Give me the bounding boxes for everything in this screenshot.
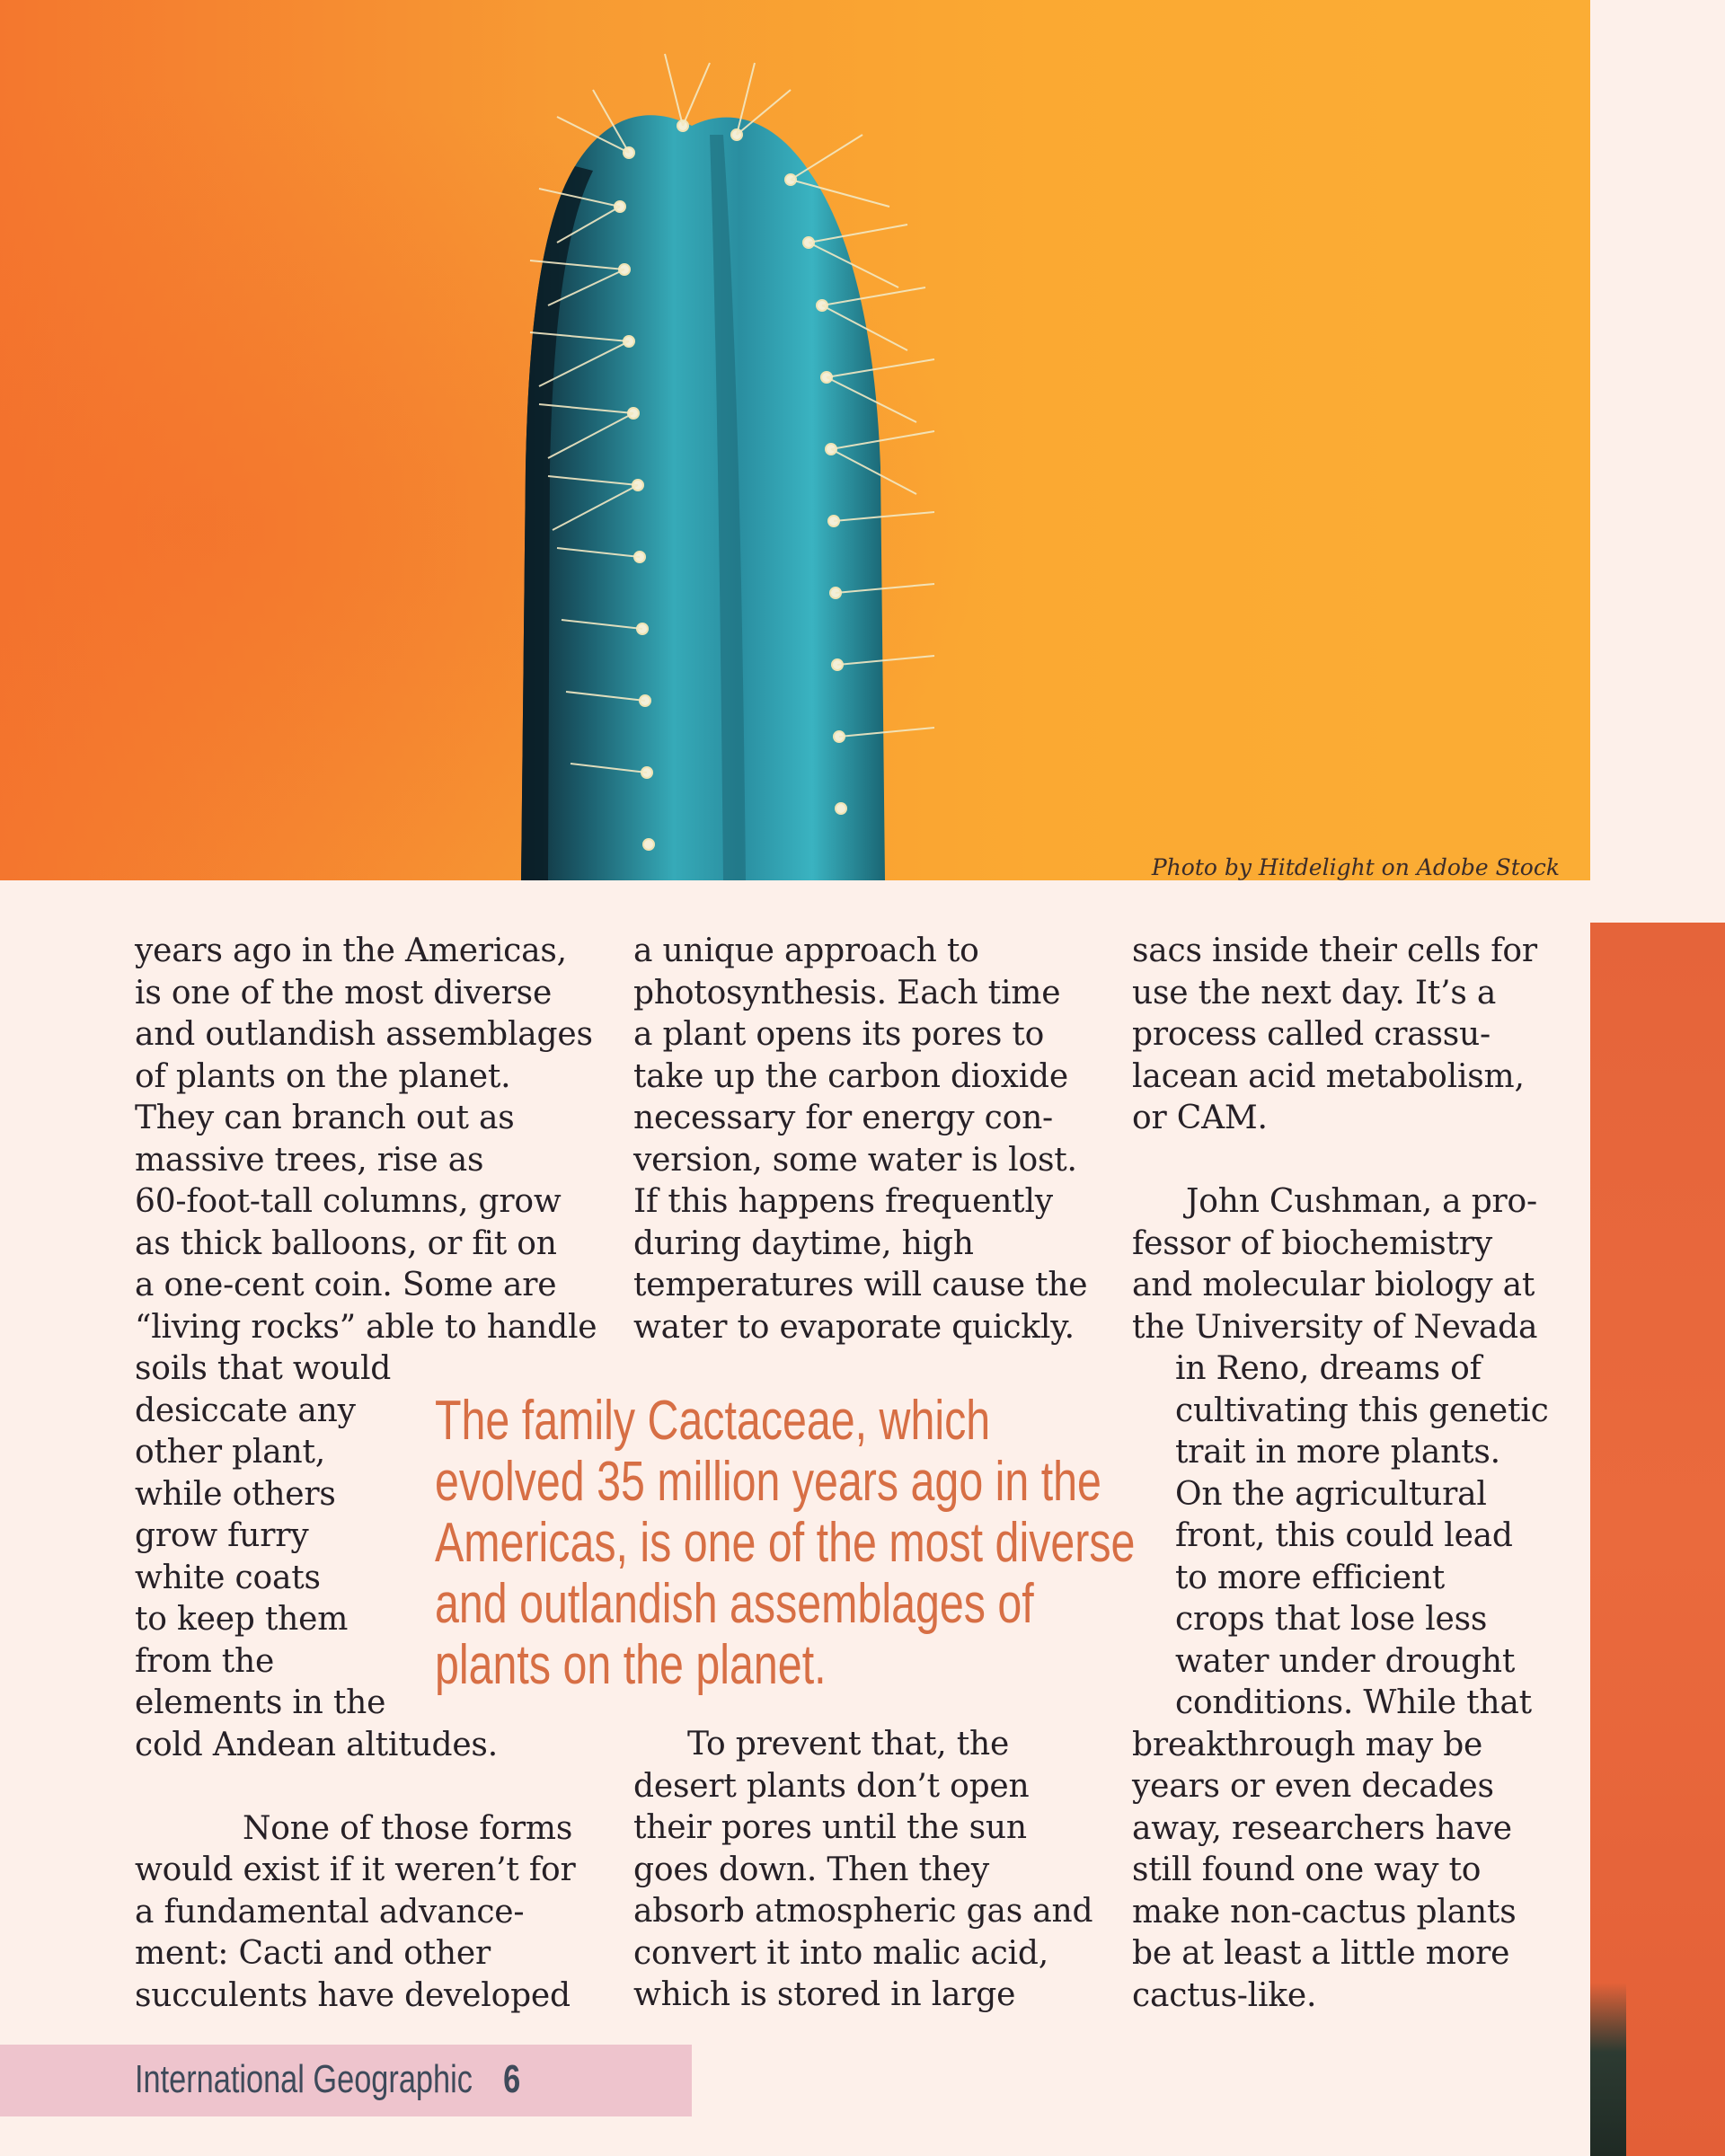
- pull-quote-line: The family Cactaceae, which: [435, 1390, 991, 1452]
- text-line: as thick balloons, or fit on: [135, 1224, 557, 1262]
- cactus-body: [521, 115, 885, 880]
- footer-text: [135, 2057, 520, 2102]
- text-line: still found one way to: [1132, 1851, 1482, 1888]
- text-line: temperatures will cause the: [633, 1267, 1088, 1303]
- text-line: take up the carbon dioxide: [633, 1057, 1068, 1095]
- text-line: to keep them: [135, 1601, 349, 1638]
- text-line: cactus-like.: [1132, 1976, 1317, 2014]
- text-line: elements in the: [135, 1684, 386, 1721]
- text-line: other plant,: [135, 1434, 326, 1471]
- text-line: the University of Nevada: [1132, 1308, 1538, 1346]
- text-line: and molecular biology at: [1132, 1267, 1535, 1303]
- pull-quote-line: and outlandish assemblages of: [435, 1573, 1034, 1635]
- text-line: “living rocks” able to handle: [135, 1308, 597, 1346]
- text-line: lacean acid metabolism,: [1132, 1057, 1525, 1095]
- side-photo-shadow: [1590, 1983, 1626, 2156]
- text-line: water under drought: [1175, 1642, 1516, 1680]
- text-line: succulents have developed: [135, 1976, 571, 2014]
- text-line: which is stored in large: [633, 1976, 1016, 2013]
- text-line: 60-foot-tall columns, grow: [135, 1183, 562, 1220]
- text-line: photosynthesis. Each time: [633, 974, 1061, 1012]
- text-line: breakthrough may be: [1132, 1726, 1483, 1763]
- text-line: grow furry: [135, 1517, 309, 1554]
- text-line: while others: [135, 1475, 336, 1513]
- col3-paragraph-1: [1132, 931, 1554, 1140]
- text-line: fessor of biochemistry: [1132, 1224, 1492, 1262]
- text-line: a plant opens its pores to: [633, 1016, 1045, 1053]
- text-line: their pores until the sun: [633, 1809, 1027, 1846]
- text-line: necessary for energy con-: [633, 1100, 1054, 1136]
- cactus-illustration: [0, 0, 1590, 880]
- text-line: goes down. Then they: [633, 1851, 989, 1888]
- text-line: version, some water is lost.: [633, 1141, 1077, 1179]
- text-line: sacs inside their cells for: [1132, 932, 1537, 969]
- text-line: trait in more plants.: [1175, 1434, 1500, 1471]
- pull-quote: [435, 1390, 1136, 1696]
- text-line: in Reno, dreams of: [1175, 1350, 1482, 1387]
- text-line: a fundamental advance-: [135, 1893, 525, 1931]
- text-line: water to evaporate quickly.: [633, 1308, 1075, 1346]
- text-line: John Cushman, a pro-: [1186, 1183, 1537, 1220]
- pull-quote-line: plants on the planet.: [435, 1634, 827, 1696]
- text-line: None of those forms: [243, 1809, 573, 1847]
- text-line: If this happens frequently: [633, 1183, 1053, 1220]
- text-line: a one-cent coin. Some are: [135, 1267, 557, 1303]
- text-line: is one of the most diverse: [135, 974, 553, 1012]
- text-line: and outlandish assemblages: [135, 1016, 593, 1053]
- text-line: of plants on the planet.: [135, 1057, 511, 1095]
- text-line: They can branch out as: [135, 1100, 515, 1136]
- text-line: conditions. While that: [1175, 1684, 1532, 1721]
- text-line: from the: [135, 1642, 275, 1680]
- text-line: would exist if it weren’t for: [135, 1851, 576, 1888]
- text-line: convert it into malic acid,: [633, 1934, 1048, 1972]
- photo-credit: Photo by Hitdelight on Adobe Stock: [1151, 854, 1560, 880]
- text-line: years ago in the Americas,: [135, 932, 567, 969]
- page-footer: [0, 2045, 692, 2116]
- text-line: make non-cactus plants: [1132, 1893, 1517, 1931]
- text-line: cold Andean altitudes.: [135, 1726, 498, 1763]
- text-line: ment: Cacti and other: [135, 1935, 491, 1972]
- col1-paragraph-2: [135, 1808, 611, 2018]
- text-line: massive trees, rise as: [135, 1141, 484, 1179]
- text-line: cultivating this genetic: [1175, 1392, 1549, 1429]
- col2-paragraph-2: [633, 1724, 1110, 2017]
- hero-photo: [0, 0, 1590, 880]
- text-line: during daytime, high: [633, 1224, 974, 1262]
- text-line: a unique approach to: [633, 932, 979, 969]
- article-column-3: [1132, 931, 1554, 2017]
- text-line: front, this could lead: [1175, 1517, 1513, 1554]
- pull-quote-line: evolved 35 million years ago in the: [435, 1451, 1101, 1513]
- text-line: To prevent that, the: [687, 1726, 1010, 1763]
- pull-quote-line: Americas, is one of the most diverse: [435, 1512, 1136, 1574]
- text-line: desert plants don’t open: [633, 1767, 1030, 1805]
- text-line: white coats: [135, 1559, 321, 1596]
- page-number: 6: [503, 2057, 521, 2101]
- text-line: be at least a little more: [1132, 1935, 1510, 1972]
- text-line: use the next day. It’s a: [1132, 974, 1497, 1012]
- text-line: process called crassu-: [1132, 1016, 1491, 1053]
- side-photo-strip: [1590, 923, 1725, 2156]
- publication-name: International Geographic: [135, 2057, 473, 2101]
- text-line: soils that would: [135, 1350, 392, 1387]
- text-line: years or even decades: [1132, 1768, 1494, 1805]
- text-line: or CAM.: [1132, 1100, 1268, 1136]
- text-line: desiccate any: [135, 1392, 356, 1429]
- col2-paragraph-1: [633, 931, 1110, 1348]
- text-line: crops that lose less: [1175, 1601, 1488, 1638]
- text-line: away, researchers have: [1132, 1809, 1512, 1847]
- text-line: On the agricultural: [1175, 1475, 1487, 1513]
- text-line: absorb atmospheric gas and: [633, 1893, 1093, 1930]
- text-line: to more efficient: [1175, 1559, 1446, 1596]
- col3-paragraph-2: [1132, 1181, 1554, 2017]
